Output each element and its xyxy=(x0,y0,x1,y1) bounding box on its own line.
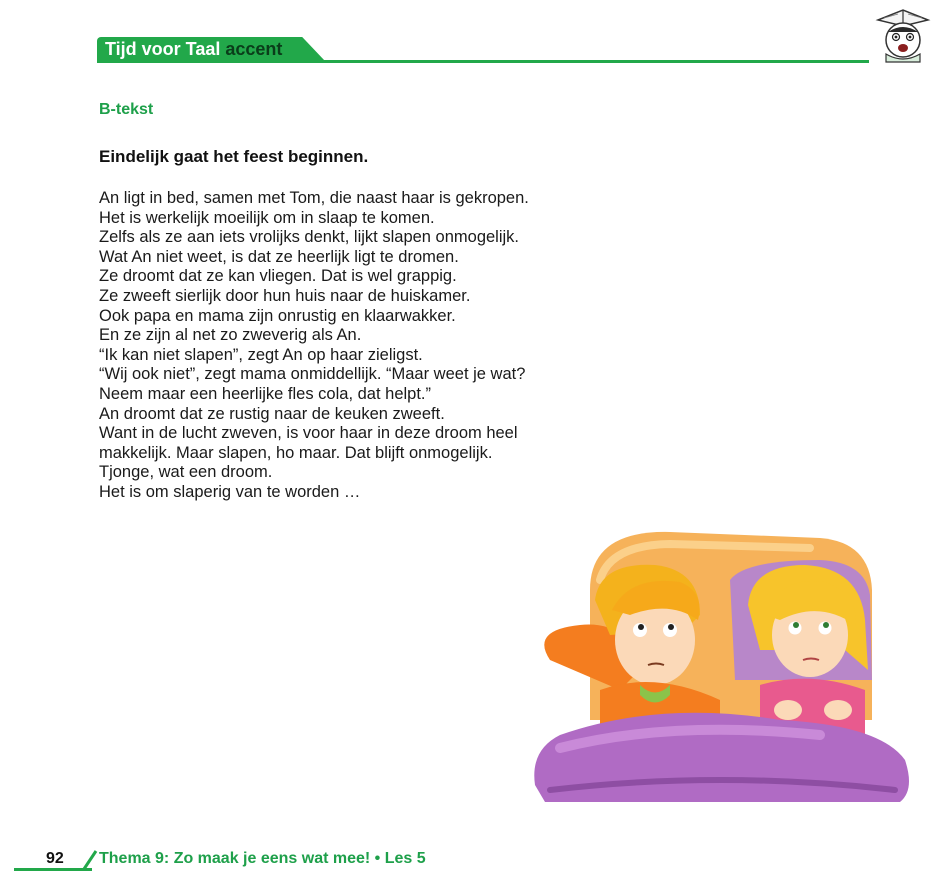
story-title: Eindelijk gaat het feest beginnen. xyxy=(99,147,369,166)
section-label: B-tekst xyxy=(99,101,154,118)
header-title-accent: accent xyxy=(225,39,283,59)
header-title-main: Tijd voor Taal xyxy=(105,39,221,59)
story-line: Wat An niet weet, is dat ze heerlijk ligt te dromen. xyxy=(99,247,459,266)
story-line: Zelfs als ze aan iets vrolijks denkt, lijkt slapen onmogelijk. xyxy=(99,228,520,247)
story-line: En ze zijn al net zo zweverig als An. xyxy=(99,326,362,345)
footer-slash-icon xyxy=(80,849,100,871)
footer-chapter-text: Thema 9: Zo maak je eens wat mee! • Les 5 xyxy=(99,850,426,867)
story-line: Ze zweeft sierlijk door hun huis naar de huiskamer. xyxy=(99,286,471,305)
header-title xyxy=(105,38,282,60)
children-in-bed-illustration xyxy=(520,520,920,810)
boy-reading-mascot-icon xyxy=(870,6,936,66)
story-text xyxy=(99,189,659,503)
story-line: makkelijk. Maar slapen, ho maar. Dat blijft onmogelijk. xyxy=(99,443,493,462)
story-line: “Ik kan niet slapen”, zegt An op haar zieligst. xyxy=(99,345,423,364)
story-line: Ook papa en mama zijn onrustig en klaarwakker. xyxy=(99,306,456,325)
story-line: Het is werkelijk moeilijk om in slaap te komen. xyxy=(99,208,435,227)
page-number: 92 xyxy=(46,850,64,867)
story-line: Tjonge, wat een droom. xyxy=(99,463,273,482)
story-line: Want in de lucht zweven, is voor haar in deze droom heel xyxy=(99,424,518,443)
story-line: Ze droomt dat ze kan vliegen. Dat is wel grappig. xyxy=(99,267,457,286)
story-line: Neem maar een heerlijke fles cola, dat helpt.” xyxy=(99,384,431,403)
header-rule xyxy=(97,60,869,63)
story-line: An ligt in bed, samen met Tom, die naast haar is gekropen. xyxy=(99,189,529,207)
story-line: “Wij ook niet”, zegt mama onmiddellijk. “Maar weet je wat? xyxy=(99,365,526,384)
story-line: Het is om slaperig van te worden … xyxy=(99,482,361,501)
story-line: An droomt dat ze rustig naar de keuken zweeft. xyxy=(99,404,445,423)
